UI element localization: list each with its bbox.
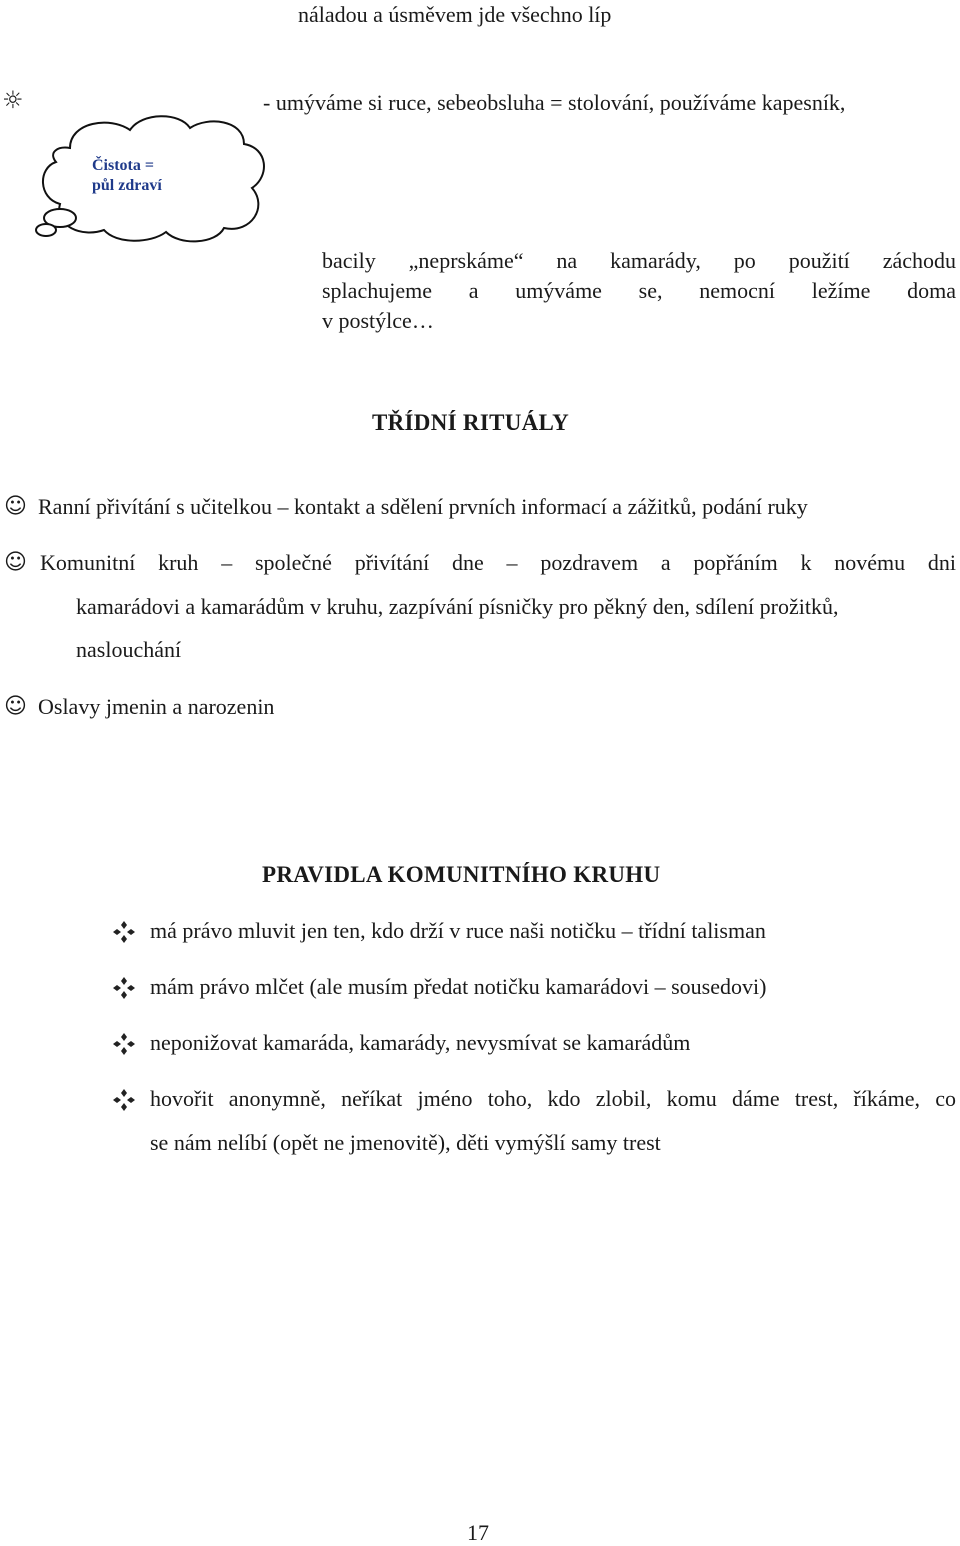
ritual-item-2-line2: kamarádovi a kamarádům v kruhu, zazpívání písničky pro pěkný den, sdílení prožitků, — [76, 594, 839, 619]
hygiene-paragraph-line1: bacily „neprskáme“ na kamarády, po použití záchodu — [322, 248, 956, 273]
diamond-bullet-icon — [112, 1088, 136, 1112]
cloud-text-line2: půl zdraví — [92, 177, 162, 194]
rituals-title: TŘÍDNÍ RITUÁLY — [372, 410, 569, 435]
ritual-item-2-line3: naslouchání — [76, 637, 182, 662]
hygiene-line: - umýváme si ruce, sebeobsluha = stolování, používáme kapesník, — [263, 90, 846, 115]
rule-item-2: mám právo mlčet (ale musím předat notičku kamarádovi – sousedovi) — [150, 974, 767, 999]
smiley-icon: ☺ — [4, 494, 27, 519]
smiley-icon: ☺ — [4, 550, 27, 575]
cloud-text-line1: Čistota = — [92, 157, 154, 174]
ritual-item-3: Oslavy jmenin a narozenin — [38, 694, 275, 719]
sun-icon: ☼ — [2, 86, 24, 114]
diamond-bullet-icon — [112, 976, 136, 1000]
hygiene-paragraph-line2: splachujeme a umýváme se, nemocní ležíme doma — [322, 278, 956, 303]
smiley-icon: ☺ — [4, 694, 27, 719]
diamond-bullet-icon — [112, 920, 136, 944]
page-number: 17 — [467, 1520, 489, 1545]
rule-item-3: neponižovat kamaráda, kamarády, nevysmívat se kamarádům — [150, 1030, 691, 1055]
ritual-item-2-line1: Komunitní kruh – společné přivítání dne – pozdravem a popřáním k novému dni — [40, 550, 956, 575]
hygiene-paragraph-line3: v postýlce… — [322, 308, 434, 333]
rule-item-4-line1: hovořit anonymně, neříkat jméno toho, kdo zlobil, komu dáme trest, říkáme, co — [150, 1086, 956, 1111]
page-header-text: náladou a úsměvem jde všechno líp — [298, 2, 612, 27]
ritual-item-1: Ranní přivítání s učitelkou – kontakt a sdělení prvních informací a zážitků, podání ruky — [38, 494, 808, 519]
diamond-bullet-icon — [112, 1032, 136, 1056]
rule-item-1: má právo mluvit jen ten, kdo drží v ruce naši notičku – třídní talisman — [150, 918, 766, 943]
rules-title: PRAVIDLA KOMUNITNÍHO KRUHU — [262, 862, 661, 887]
rule-item-4-line2: se nám nelíbí (opět ne jmenovitě), děti vymýšlí samy trest — [150, 1130, 661, 1155]
